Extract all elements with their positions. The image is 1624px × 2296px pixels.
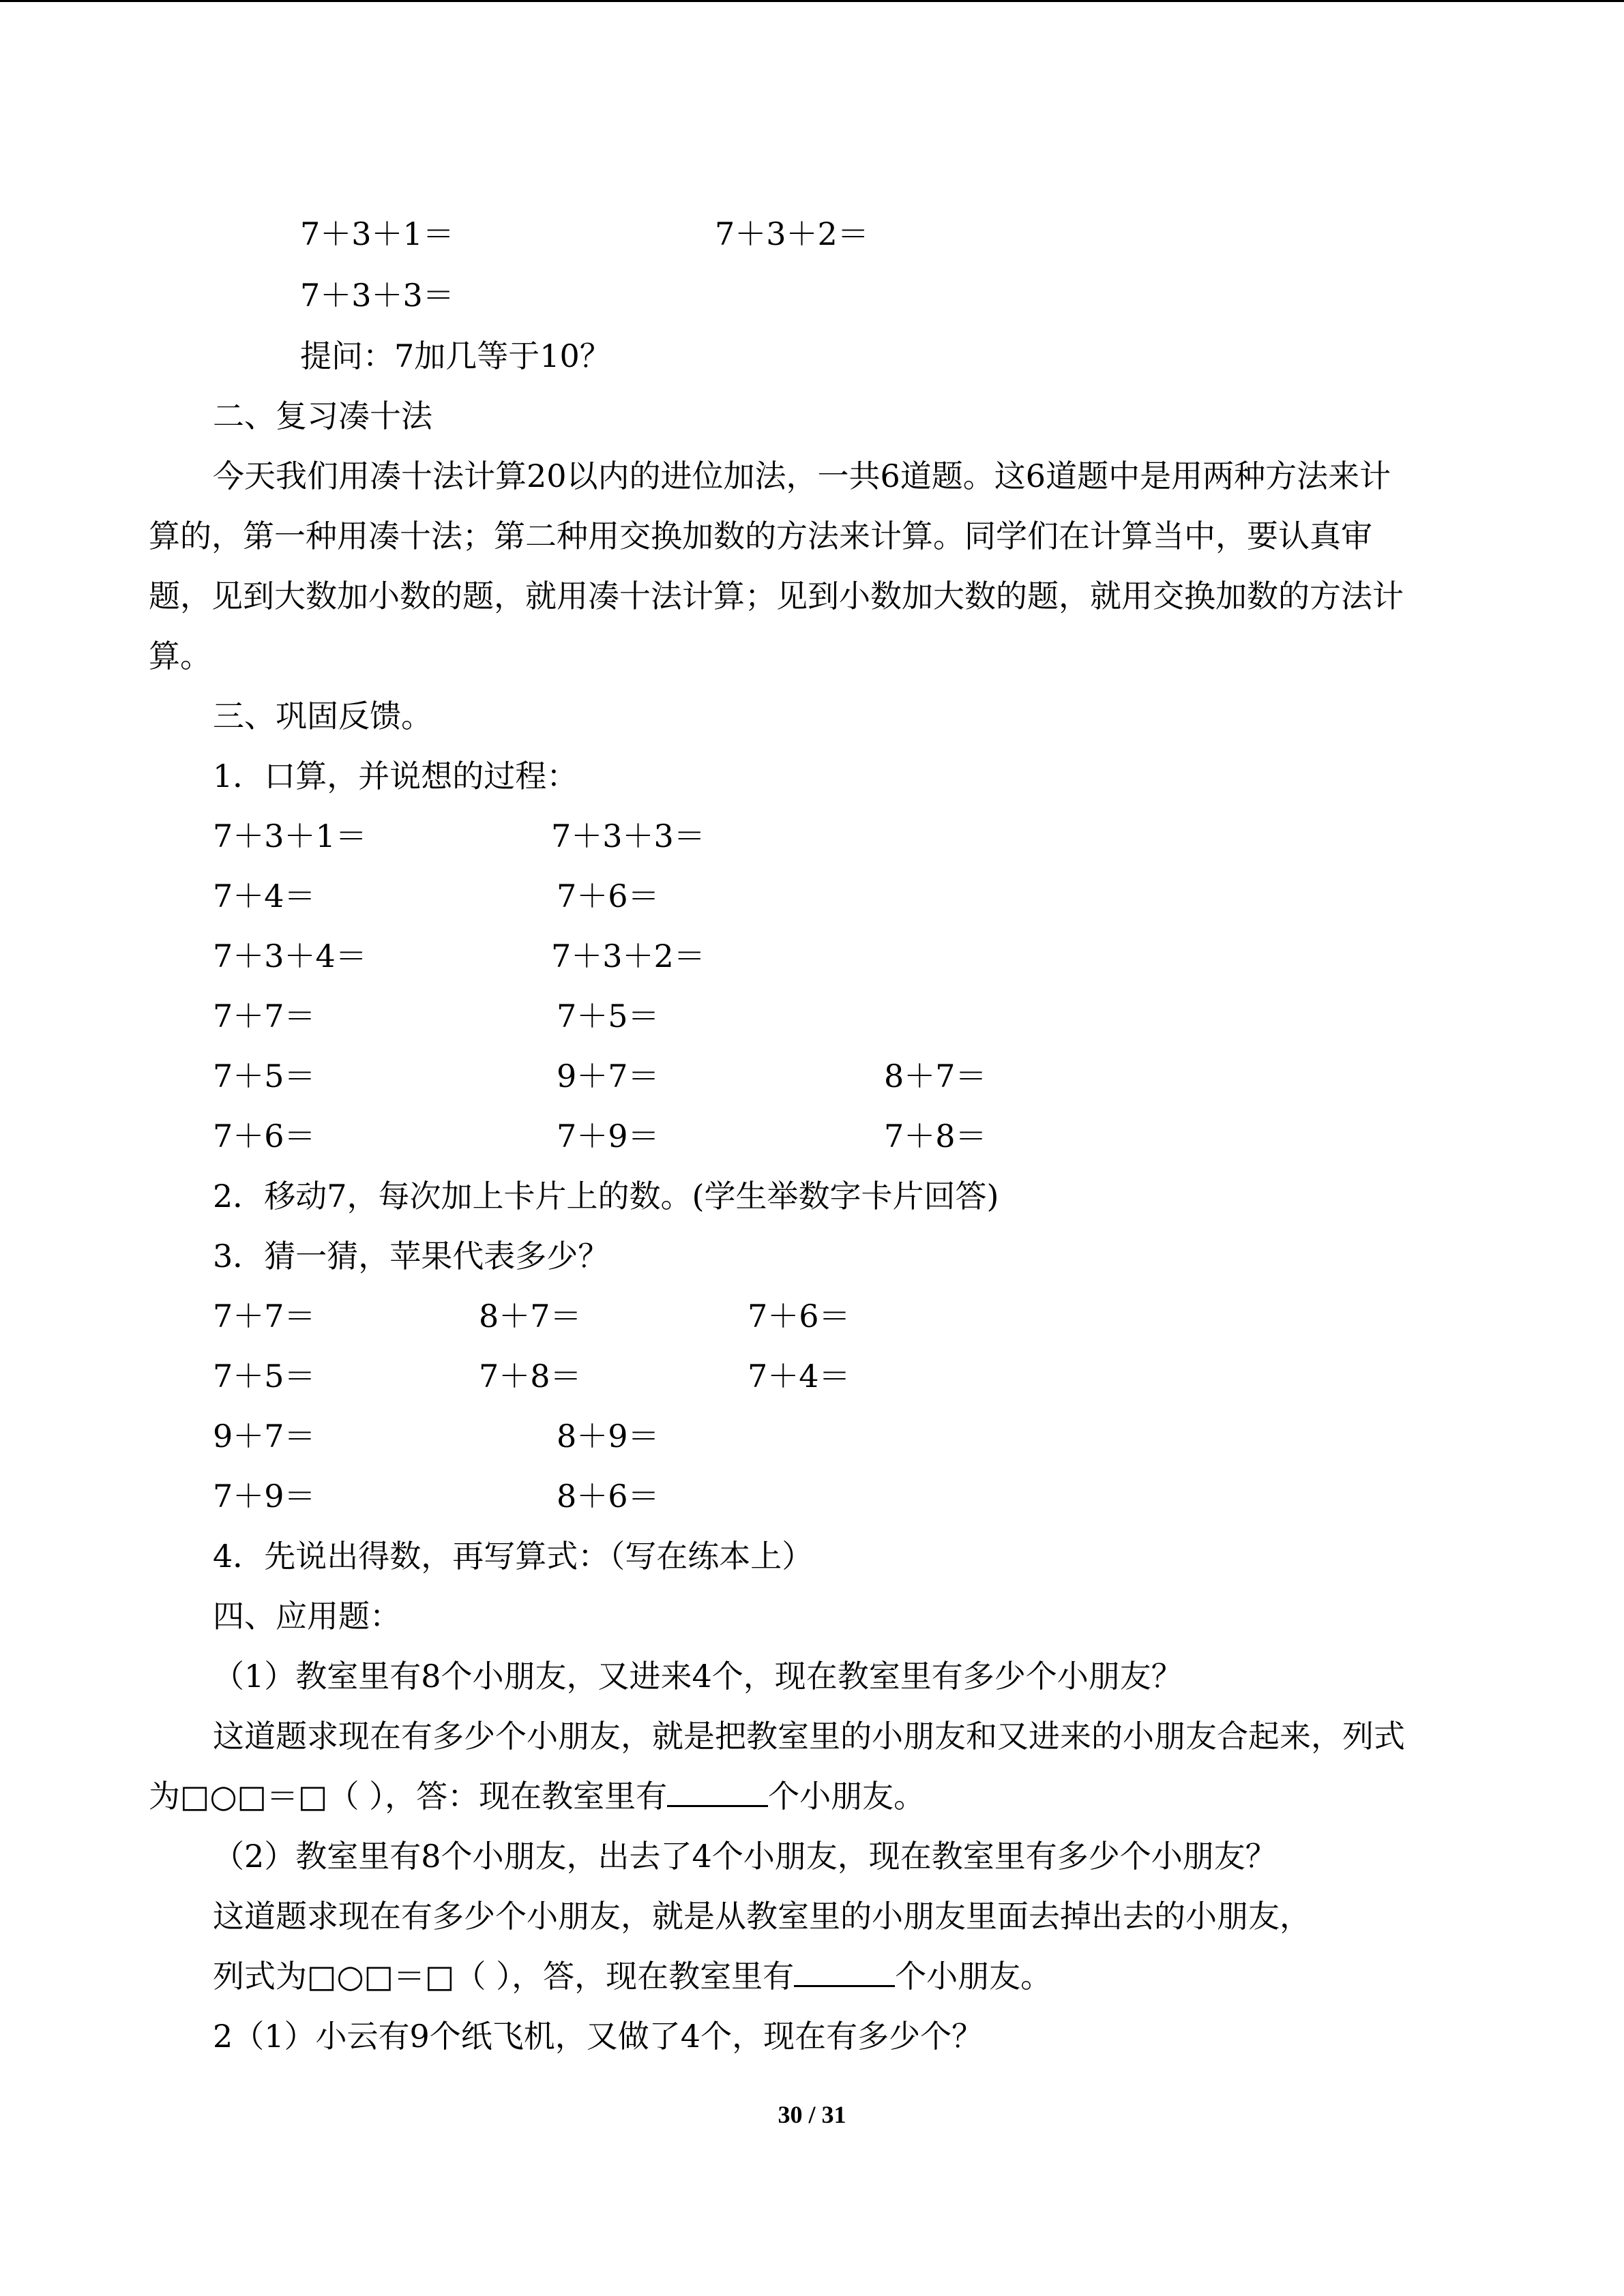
answer-blank[interactable]: [794, 1958, 895, 1987]
item-line: 2．移动7，每次加上卡片上的数。(学生举数字卡片回答): [213, 1178, 999, 1214]
expr-cell: 9＋7＝: [557, 1058, 660, 1094]
question-line: （2）教室里有8个小朋友，出去了4个小朋友，现在教室里有多少个小朋友？: [213, 1838, 1277, 1875]
question-line: 2（1）小云有9个纸飞机，又做了4个，现在有多少个？: [213, 2018, 984, 2055]
paragraph-line: 这道题求现在有多少个小朋友，就是从教室里的小朋友里面去掉出去的小朋友，: [213, 1898, 1311, 1935]
expr-line: 7＋3＋3＝: [300, 277, 454, 314]
answer-text: 个小朋友。: [768, 1778, 926, 1815]
expr-cell: 7＋3＋2＝: [551, 938, 705, 974]
expr-cell: 7＋3＋3＝: [551, 818, 705, 854]
section-heading: 四、应用题：: [213, 1598, 401, 1635]
paragraph-line: 题，见到大数加小数的题，就用凑十法计算；见到小数加大数的题，就用交换加数的方法计: [149, 578, 1404, 614]
question-line: （1）教室里有8个小朋友，又进来4个，现在教室里有多少个小朋友？: [213, 1658, 1183, 1695]
expr-cell: 8＋7＝: [479, 1298, 582, 1335]
page-number: 30 / 31: [778, 2101, 846, 2128]
question-line: 提问：7加几等于10？: [300, 338, 611, 374]
answer-text: 为□○□＝□（ ），答：现在教室里有: [149, 1778, 668, 1815]
expr-line: 7＋3＋2＝: [715, 215, 869, 252]
expr-cell: 7＋6＝: [748, 1298, 851, 1335]
section-heading: 二、复习凑十法: [213, 398, 432, 434]
answer-blank[interactable]: [667, 1778, 768, 1807]
item-line: 3．猜一猜，苹果代表多少？: [213, 1238, 610, 1274]
expr-cell: 7＋6＝: [213, 1118, 316, 1154]
expr-cell: 7＋4＝: [748, 1358, 851, 1395]
expr-cell: 7＋7＝: [213, 1298, 316, 1335]
expr-cell: 7＋3＋1＝: [213, 818, 367, 854]
answer-text: 列式为□○□＝□（ ），答，现在教室里有: [213, 1958, 795, 1995]
expr-cell: 7＋5＝: [213, 1058, 316, 1094]
expr-cell: 7＋5＝: [557, 998, 660, 1034]
paragraph-line: [149, 1776, 925, 1817]
expr-cell: 8＋7＝: [884, 1058, 987, 1094]
expr-cell: 7＋7＝: [213, 998, 316, 1034]
expr-cell: 8＋9＝: [557, 1418, 660, 1455]
expr-cell: 8＋6＝: [557, 1478, 660, 1515]
paragraph-line: 今天我们用凑十法计算20以内的进位加法，一共6道题。这6道题中是用两种方法来计: [213, 458, 1391, 494]
section-heading: 三、巩固反馈。: [213, 698, 432, 734]
expr-cell: 7＋6＝: [557, 878, 660, 914]
paragraph-line: 这道题求现在有多少个小朋友，就是把教室里的小朋友和又进来的小朋友合起来，列式: [213, 1718, 1405, 1755]
expr-cell: 9＋7＝: [213, 1418, 316, 1455]
expr-cell: 7＋8＝: [479, 1358, 582, 1395]
paragraph-line: [213, 1956, 1052, 1997]
answer-text: 个小朋友。: [895, 1958, 1052, 1995]
expr-cell: 7＋9＝: [557, 1118, 660, 1154]
page-top-border: [0, 0, 1624, 2]
item-line: 4．先说出得数，再写算式：（写在练本上）: [213, 1538, 814, 1575]
expr-cell: 7＋3＋4＝: [213, 938, 367, 974]
expr-cell: 7＋4＝: [213, 878, 316, 914]
expr-cell: 7＋9＝: [213, 1478, 316, 1515]
item-line: 1．口算，并说想的过程：: [213, 758, 578, 794]
expr-cell: 7＋8＝: [884, 1118, 987, 1154]
paragraph-line: 算。: [149, 638, 211, 674]
paragraph-line: 算的，第一种用凑十法；第二种用交换加数的方法来计算。同学们在计算当中，要认真审: [149, 518, 1372, 554]
expr-cell: 7＋5＝: [213, 1358, 316, 1395]
expr-line: 7＋3＋1＝: [300, 215, 454, 252]
